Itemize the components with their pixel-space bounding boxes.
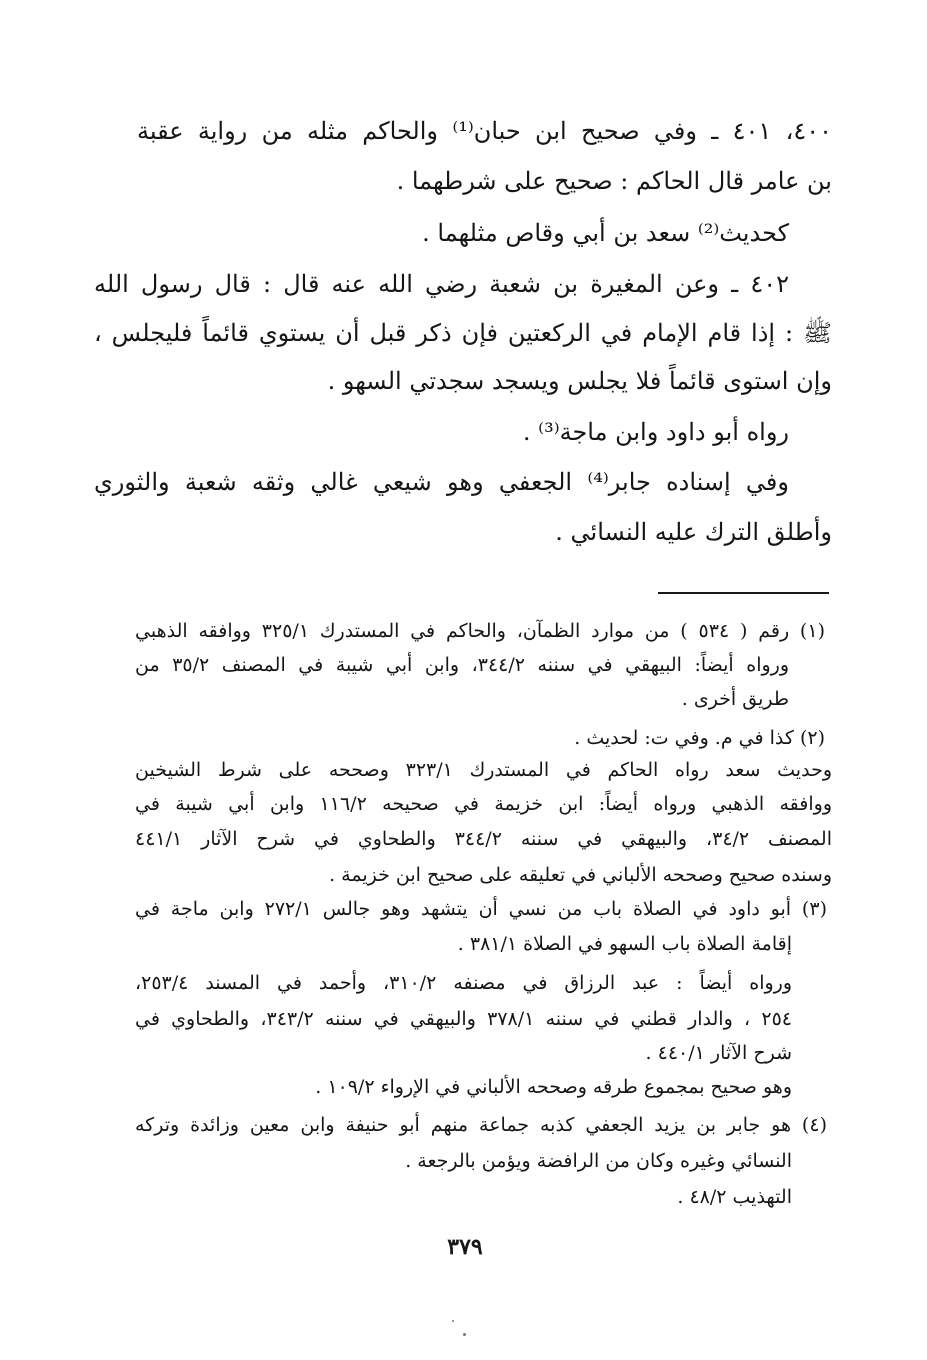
footnote-line: طريق أخرى .: [681, 688, 789, 710]
footnote-line: النسائي وغيره وكان من الرافضة ويؤمن بالرجعة .: [405, 1150, 792, 1172]
footnote-line: ووافقه الذهبي ورواه أيضاً: ابن خزيمة في صحيحه ١١٦/٢ وابن أبي شيبة في: [135, 793, 833, 815]
footnote-line: (٢) كذا في م. وفي ت: لحديث .: [574, 727, 825, 749]
footnote-line: شرح الآثار ٤٤٠/١ .: [645, 1042, 792, 1064]
footnote-line: وسنده صحيح وصححه الألباني في تعليقه على صحيح ابن خزيمة .: [329, 864, 832, 886]
footnote-line: (١) رقم ( ٥٣٤ ) من موارد الظمآن، والحاكم في المستدرك ٣٢٥/١ ووافقه الذهبي: [135, 620, 825, 642]
footnote-line: (٤) هو جابر بن يزيد الجعفي كذبه جماعة منهم أبو حنيفة وابن معين وزائدة وتركه: [135, 1114, 827, 1136]
page-number: ٣٧٩: [447, 1234, 483, 1260]
main-text-line: رواه أبو داود وابن ماجة⁽³⁾ .: [522, 418, 789, 446]
main-text-line: ٤٠٢ ـ وعن المغيرة بن شعبة رضي الله عنه قال : قال رسول الله: [94, 270, 789, 298]
main-text-line: ﷺ : إذا قام الإمام في الركعتين فإن ذكر قبل أن يستوي قائماً فليجلس ،: [94, 319, 832, 347]
main-text-line: بن عامر قال الحاكم : صحيح على شرطهما .: [396, 167, 832, 195]
main-text-line: وفي إسناده جابر⁽⁴⁾ الجعفي وهو شيعي غالي وثقه شعبة والثوري: [94, 468, 789, 496]
footnote-line: وحديث سعد رواه الحاكم في المستدرك ٣٢٣/١ وصححه على شرط الشيخين: [135, 759, 832, 781]
footnote-line: وهو صحيح بمجموع طرقه وصححه الألباني في الإرواء ١٠٩/٢ .: [315, 1076, 792, 1098]
footnote-line: ورواه أيضاً: البيهقي في سننه ٣٤٤/٢، وابن أبي شيبة في المصنف ٣٥/٢ من: [135, 654, 789, 676]
footnote-line: المصنف ٣٤/٢، والبيهقي في سننه ٣٤٤/٢ والطحاوي في شرح الآثار ٤٤١/١: [135, 828, 832, 850]
scan-speck: [463, 1333, 466, 1336]
footnote-line: إقامة الصلاة باب السهو في الصلاة ٣٨١/١ .: [457, 933, 792, 955]
footnote-separator: [658, 592, 829, 594]
main-text-line: كحديث⁽²⁾ سعد بن أبي وقاص مثلهما .: [422, 219, 789, 247]
footnote-line: ٢٥٤ ، والدار قطني في سننه ٣٧٨/١ والبيهقي في سننه ٣٤٣/٢، والطحاوي في: [135, 1008, 792, 1030]
footnote-line: التهذيب ٤٨/٢ .: [677, 1186, 792, 1208]
main-text-line: وأطلق الترك عليه النسائي .: [555, 518, 832, 546]
scan-speck: [452, 1320, 454, 1322]
main-text-line: وإن استوى قائماً فلا يجلس ويسجد سجدتي السهو .: [327, 367, 832, 395]
footnote-line: (٣) أبو داود في الصلاة باب من نسي أن يتشهد وهو جالس ٢٧٢/١ وابن ماجة في: [135, 898, 827, 920]
footnote-line: ورواه أيضاً : عبد الرزاق في مصنفه ٣١٠/٢، وأحمد في المسند ٢٥٣/٤،: [135, 972, 792, 994]
main-text-line: ٤٠٠، ٤٠١ ـ وفي صحيح ابن حبان⁽¹⁾ والحاكم مثله من رواية عقبة: [137, 117, 833, 145]
